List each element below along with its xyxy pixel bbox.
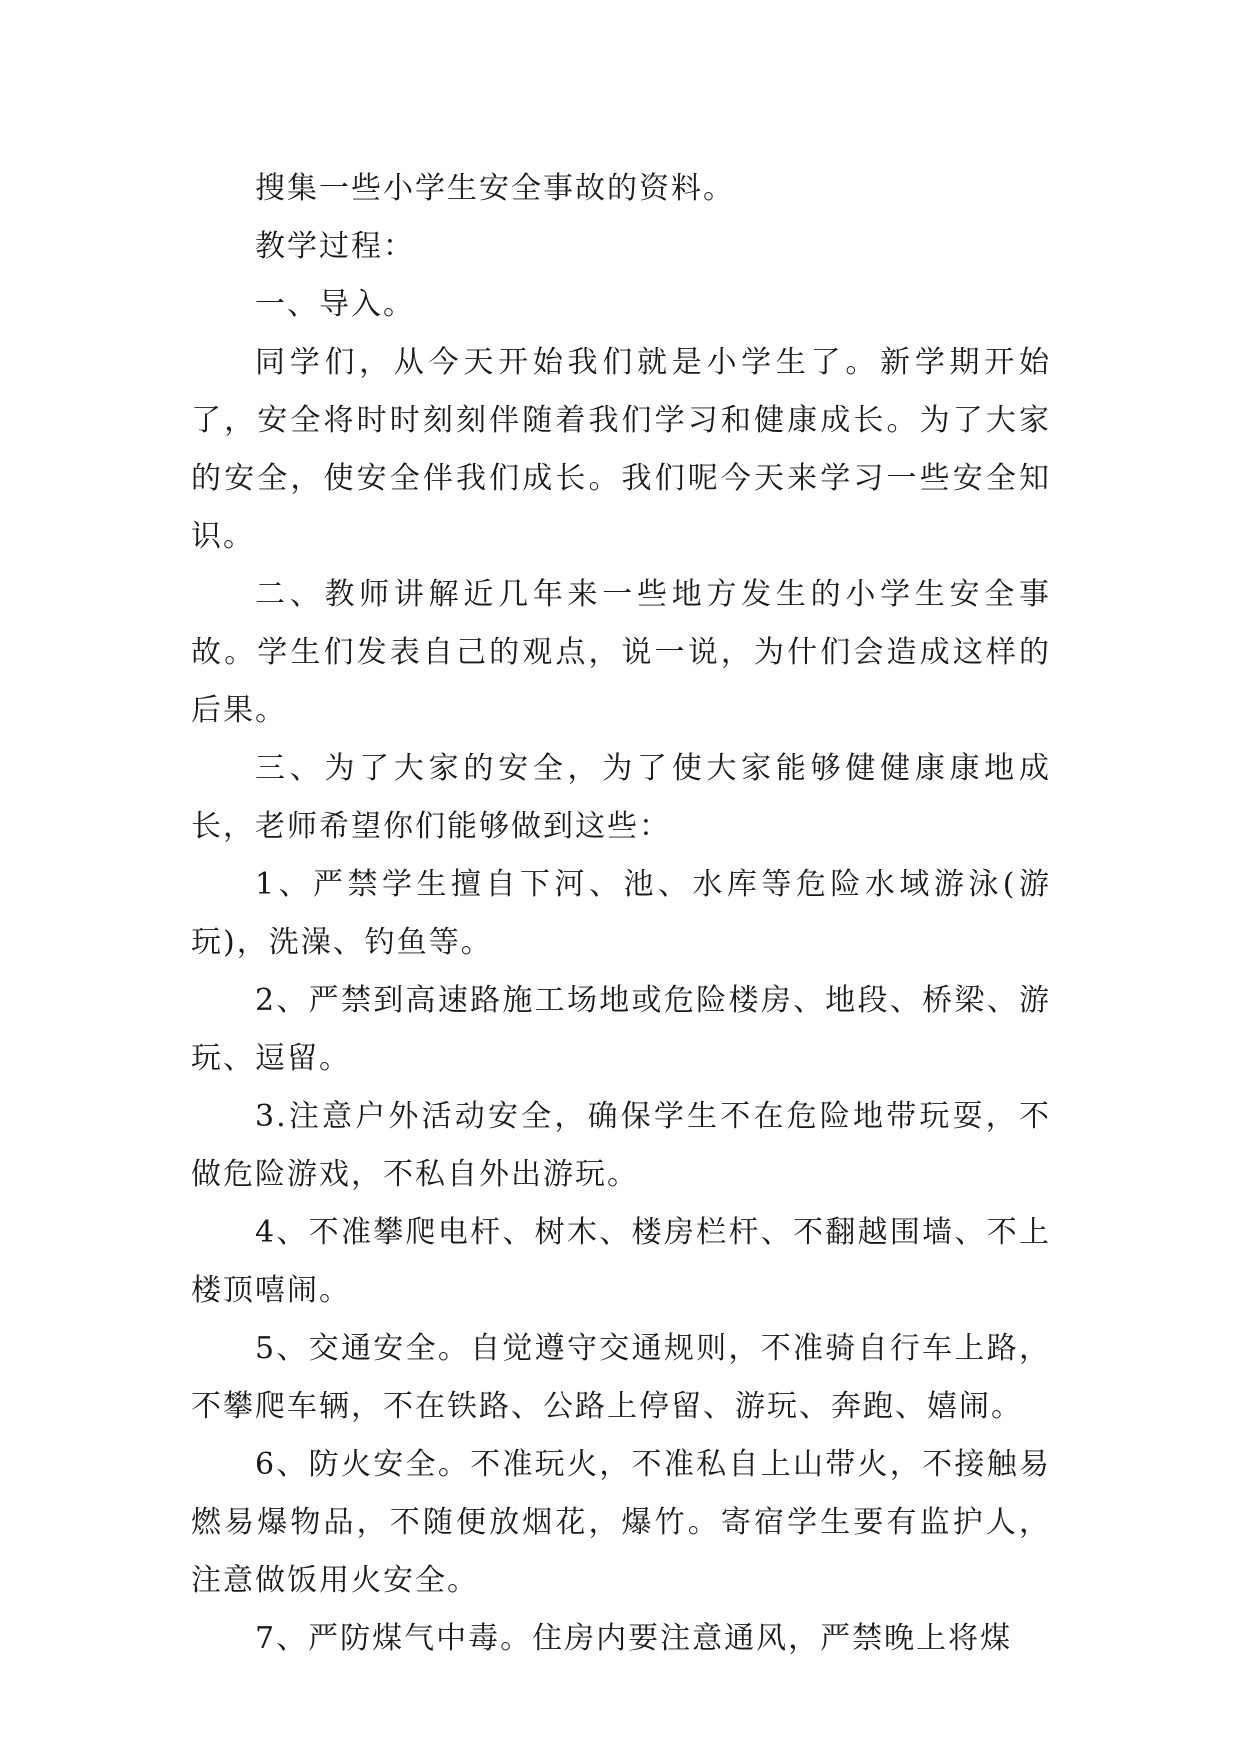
paragraph-introduction-heading: 一、导入。 bbox=[255, 287, 415, 322]
rule-item-2: 2、严禁到高速路施工场地或危险楼房、地段、桥梁、游玩、逗留。 bbox=[191, 983, 1051, 1076]
rule-item-3: 3.注意户外活动安全，确保学生不在危险地带玩耍，不做危险游戏，不私自外出游玩。 bbox=[191, 1099, 1051, 1192]
rule-item-5: 5、交通安全。自觉遵守交通规则，不准骑自行车上路，不攀爬车辆，不在铁路、公路上停留、游玩、奔跑、嬉闹。 bbox=[191, 1331, 1051, 1424]
paragraph-safety-intro: 三、为了大家的安全，为了使大家能够健健康康地成长，老师希望你们能够做到这些： bbox=[191, 751, 1051, 844]
document-body bbox=[191, 160, 1051, 1668]
rule-item-1: 1、严禁学生擅自下河、池、水库等危险水域游泳(游玩)，洗澡、钓鱼等。 bbox=[191, 867, 1051, 960]
paragraph-teaching-process: 教学过程： bbox=[255, 229, 415, 264]
paragraph-teacher-explains: 二、教师讲解近几年来一些地方发生的小学生安全事故。学生们发表自己的观点，说一说，为什们会造成这样的后果。 bbox=[191, 577, 1051, 728]
rule-item-6: 6、防火安全。不准玩火，不准私自上山带火，不接触易燃易爆物品，不随便放烟花，爆竹。寄宿学生要有监护人，注意做饭用火安全。 bbox=[191, 1447, 1051, 1598]
paragraph-materials: 搜集一些小学生安全事故的资料。 bbox=[255, 171, 735, 206]
rule-item-7: 7、严防煤气中毒。住房内要注意通风，严禁晚上将煤 bbox=[255, 1621, 1013, 1656]
paragraph-introduction: 同学们，从今天开始我们就是小学生了。新学期开始了，安全将时时刻刻伴随着我们学习和健康成长。为了大家的安全，使安全伴我们成长。我们呢今天来学习一些安全知识。 bbox=[191, 345, 1051, 554]
rule-item-4: 4、不准攀爬电杆、树木、楼房栏杆、不翻越围墙、不上楼顶嘻闹。 bbox=[191, 1215, 1051, 1308]
